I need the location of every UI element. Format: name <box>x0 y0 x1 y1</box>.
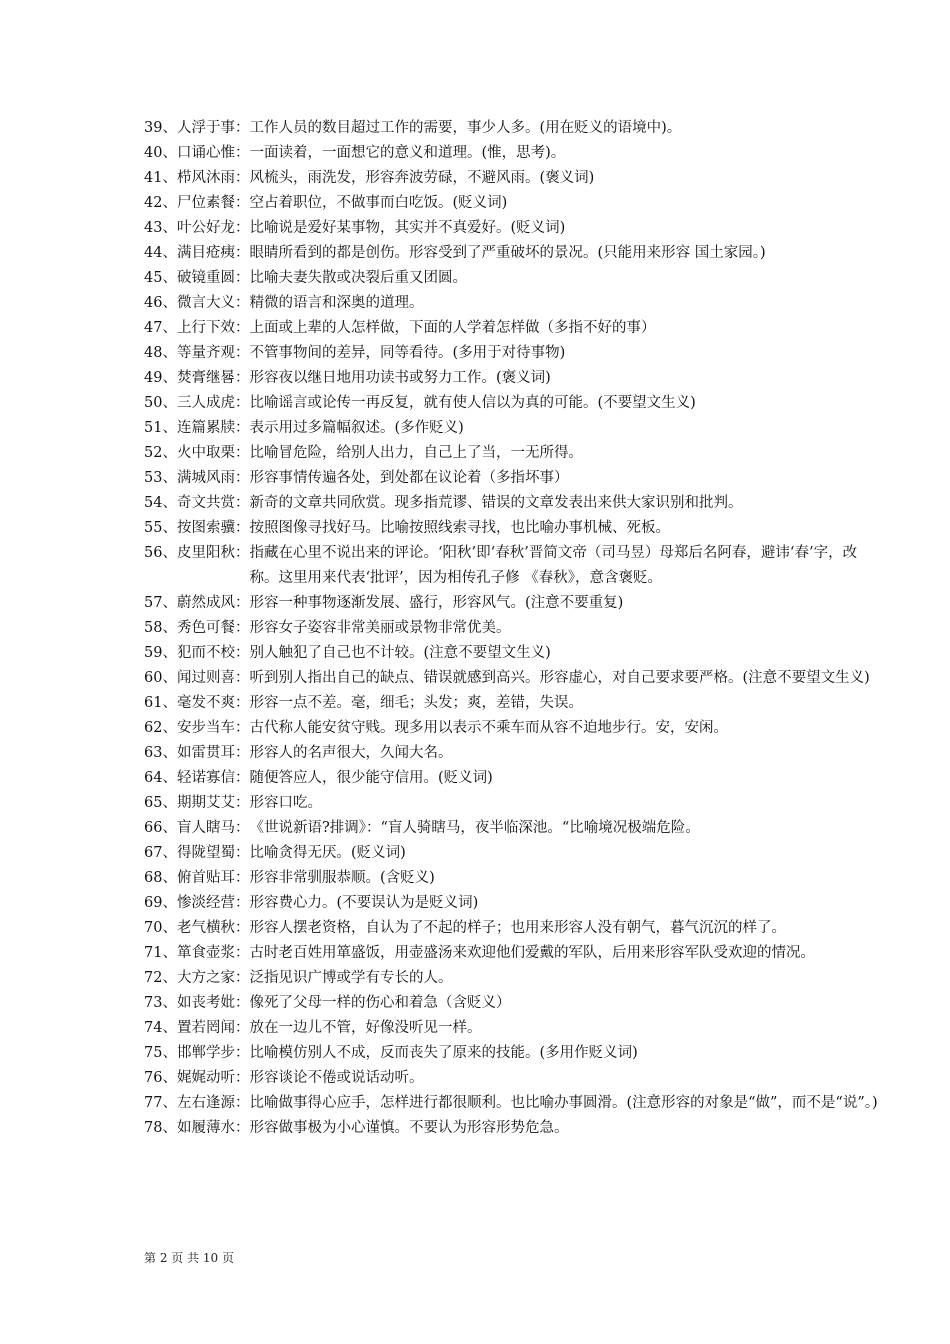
idiom-entry <box>144 416 884 441</box>
idiom-entry <box>144 441 884 466</box>
idiom-definition: 比喻说是爱好某事物，其实并不真爱好。(贬义词) <box>249 220 566 236</box>
idiom-definition: 形容一种事物逐渐发展、盛行，形容风气。(注意不要重复) <box>249 595 624 611</box>
idiom-definition: 像死了父母一样的伤心和着急（含贬义） <box>249 995 511 1011</box>
idiom-entry <box>144 266 884 291</box>
idiom-entry <box>144 1116 884 1141</box>
idiom-entry <box>144 616 884 641</box>
idiom-term: 66、盲人瞎马： <box>144 820 250 836</box>
idiom-term: 63、如雷贯耳： <box>144 745 250 761</box>
idiom-entry <box>144 891 884 916</box>
idiom-definition: 古时老百姓用箪盛饭，用壶盛汤来欢迎他们爱戴的军队，后用来形容军队受欢迎的情况。 <box>249 945 815 961</box>
idiom-term: 56、皮里阳秋： <box>144 545 250 561</box>
idiom-definition: 形容非常驯服恭顺。(含贬义) <box>249 870 435 886</box>
idiom-entry <box>144 741 884 766</box>
idiom-definition: 工作人员的数目超过工作的需要，事少人多。(用在贬义的语境中)。 <box>249 120 682 136</box>
idiom-entry <box>144 641 884 666</box>
idiom-term: 43、叶公好龙： <box>144 220 250 236</box>
idiom-definition: 听到别人指出自己的缺点、错误就感到高兴。形容虚心，对自己要求要严格。(注意不要望文生义) <box>249 670 870 686</box>
idiom-entry <box>144 491 884 516</box>
idiom-list <box>144 116 884 1141</box>
idiom-definition: 表示用过多篇幅叙述。(多作贬义) <box>249 420 464 436</box>
idiom-entry <box>144 816 884 841</box>
idiom-entry <box>144 841 884 866</box>
idiom-term: 48、等量齐观： <box>144 345 250 361</box>
idiom-entry <box>144 666 884 691</box>
idiom-entry <box>144 141 884 166</box>
idiom-term: 52、火中取栗： <box>144 445 250 461</box>
idiom-term: 62、安步当车： <box>144 720 250 736</box>
idiom-entry <box>144 991 884 1016</box>
idiom-term: 74、置若罔闻： <box>144 1020 250 1036</box>
idiom-definition: 上面或上辈的人怎样做，下面的人学着怎样做（多指不好的事） <box>249 320 656 336</box>
idiom-entry <box>144 691 884 716</box>
idiom-term: 58、秀色可餐： <box>144 620 250 636</box>
idiom-term: 73、如丧考妣： <box>144 995 250 1011</box>
idiom-term: 46、微言大义： <box>144 295 250 311</box>
idiom-definition: 古代称人能安贫守贱。现多用以表示不乘车而从容不迫地步行。安，安闲。 <box>249 720 728 736</box>
idiom-entry <box>144 341 884 366</box>
idiom-term: 70、老气横秋： <box>144 920 250 936</box>
idiom-definition: 空占着职位，不做事而白吃饭。(贬义词) <box>249 195 508 211</box>
idiom-term: 51、连篇累牍： <box>144 420 250 436</box>
idiom-term: 50、三人成虎： <box>144 395 250 411</box>
idiom-entry <box>144 391 884 416</box>
idiom-definition: 比喻夫妻失散或决裂后重又团圆。 <box>249 270 467 286</box>
idiom-entry <box>144 791 884 816</box>
idiom-definition: 不管事物间的差异，同等看待。(多用于对待事物) <box>249 345 566 361</box>
idiom-term: 71、箪食壶浆： <box>144 945 250 961</box>
idiom-definition: 随便答应人，很少能守信用。(贬义词) <box>249 770 493 786</box>
idiom-entry <box>144 316 884 341</box>
idiom-definition: 形容事情传遍各处，到处都在议论着（多指坏事） <box>249 470 569 486</box>
idiom-definition: 比喻贪得无厌。(贬义词) <box>249 845 406 861</box>
idiom-entry <box>144 366 884 391</box>
idiom-definition: 形容口吃。 <box>249 795 322 811</box>
idiom-term: 60、闻过则喜： <box>144 670 250 686</box>
idiom-entry <box>144 116 884 141</box>
idiom-definition: 泛指见识广博或学有专长的人。 <box>249 970 453 986</box>
idiom-definition: 比喻谣言或论传一再反复，就有使人信以为真的可能。(不要望文生义) <box>249 395 696 411</box>
idiom-definition: 新奇的文章共同欣赏。现多指荒谬、错误的文章发表出来供大家识别和批判。 <box>249 495 743 511</box>
idiom-definition: 精微的语言和深奥的道理。 <box>249 295 424 311</box>
idiom-entry <box>144 1066 884 1091</box>
idiom-term: 40、口诵心惟： <box>144 145 250 161</box>
idiom-term: 53、满城风雨： <box>144 470 250 486</box>
idiom-entry <box>144 941 884 966</box>
idiom-definition: 形容女子姿容非常美丽或景物非常优美。 <box>249 620 511 636</box>
idiom-definition: 形容做事极为小心谨慎。不要认为形容形势危急。 <box>249 1120 569 1136</box>
idiom-entry <box>144 241 884 266</box>
idiom-entry <box>144 291 884 316</box>
idiom-entry <box>144 591 884 616</box>
idiom-definition: 形容一点不差。毫，细毛；头发；爽，差错，失误。 <box>249 695 583 711</box>
idiom-definition: 指藏在心里不说出来的评论。‘阳秋’即‘春秋’晋简文帝（司马昱）母郑后名阿春，避讳‘春’字，改称。这里用来代表‘批评’，因为相传孔子修 《春秋》，意含褒贬。 <box>249 545 858 586</box>
idiom-entry <box>144 216 884 241</box>
idiom-term: 75、邯郸学步： <box>144 1045 250 1061</box>
idiom-definition: 比喻冒危险，给别人出力，自己上了当，一无所得。 <box>249 445 583 461</box>
idiom-entry <box>144 541 884 591</box>
idiom-entry <box>144 466 884 491</box>
idiom-entry <box>144 916 884 941</box>
idiom-term: 39、人浮于事： <box>144 120 250 136</box>
idiom-term: 77、左右逢源： <box>144 1095 250 1111</box>
idiom-term: 72、大方之家： <box>144 970 250 986</box>
idiom-term: 67、得陇望蜀： <box>144 845 250 861</box>
idiom-entry <box>144 191 884 216</box>
idiom-term: 59、犯而不校： <box>144 645 250 661</box>
idiom-term: 78、如履薄水： <box>144 1120 250 1136</box>
idiom-definition: 《世说新语?排调》：“盲人骑瞎马，夜半临深池。“比喻境况极端危险。 <box>249 820 700 836</box>
idiom-definition: 别人触犯了自己也不计较。(注意不要望文生义) <box>249 645 551 661</box>
idiom-entry <box>144 766 884 791</box>
idiom-entry <box>144 1016 884 1041</box>
idiom-definition: 放在一边儿不管，好像没听见一样。 <box>249 1020 482 1036</box>
idiom-term: 57、蔚然成风： <box>144 595 250 611</box>
idiom-term: 45、破镜重圆： <box>144 270 250 286</box>
idiom-term: 69、惨淡经营： <box>144 895 250 911</box>
idiom-definition: 形容人摆老资格，自认为了不起的样子；也用来形容人没有朝气，暮气沉沉的样了。 <box>249 920 786 936</box>
idiom-definition: 比喻做事得心应手，怎样进行都很顺利。也比喻办事圆滑。(注意形容的对象是“做”，而不是“说”。) <box>249 1095 878 1111</box>
idiom-term: 54、奇文共赏： <box>144 495 250 511</box>
idiom-term: 68、俯首贴耳： <box>144 870 250 886</box>
idiom-term: 65、期期艾艾： <box>144 795 250 811</box>
idiom-definition: 形容夜以继日地用功读书或努力工作。(褒义词) <box>249 370 551 386</box>
idiom-entry <box>144 166 884 191</box>
idiom-term: 55、按图索骥： <box>144 520 250 536</box>
idiom-entry <box>144 716 884 741</box>
idiom-term: 42、尸位素餐： <box>144 195 250 211</box>
idiom-entry <box>144 1091 884 1116</box>
idiom-term: 76、娓娓动听： <box>144 1070 250 1086</box>
idiom-term: 41、栉风沐雨： <box>144 170 250 186</box>
page-footer: 第 2 页 共 10 页 <box>144 1251 234 1265</box>
idiom-definition: 比喻模仿别人不成，反而丧失了原来的技能。(多用作贬义词) <box>249 1045 638 1061</box>
idiom-entry <box>144 966 884 991</box>
idiom-definition: 按照图像寻找好马。比喻按照线索寻找，也比喻办事机械、死板。 <box>249 520 670 536</box>
idiom-term: 44、满目疮痍： <box>144 245 250 261</box>
idiom-entry <box>144 1041 884 1066</box>
idiom-term: 47、上行下效： <box>144 320 250 336</box>
idiom-definition: 形容谈论不倦或说话动听。 <box>249 1070 424 1086</box>
idiom-definition: 眼睛所看到的都是创伤。形容受到了严重破坏的景况。(只能用来形容 国土家园。) <box>249 245 766 261</box>
idiom-entry <box>144 516 884 541</box>
idiom-term: 64、轻诺寡信： <box>144 770 250 786</box>
idiom-term: 61、毫发不爽： <box>144 695 250 711</box>
idiom-term: 49、焚膏继晷： <box>144 370 250 386</box>
idiom-entry <box>144 866 884 891</box>
idiom-definition: 一面读着，一面想它的意义和道理。(惟，思考)。 <box>249 145 566 161</box>
idiom-definition: 形容人的名声很大，久闻大名。 <box>249 745 453 761</box>
idiom-definition: 形容费心力。(不要误认为是贬义词) <box>249 895 479 911</box>
idiom-definition: 风梳头，雨洗发，形容奔波劳碌，不避风雨。(褒义词) <box>249 170 595 186</box>
